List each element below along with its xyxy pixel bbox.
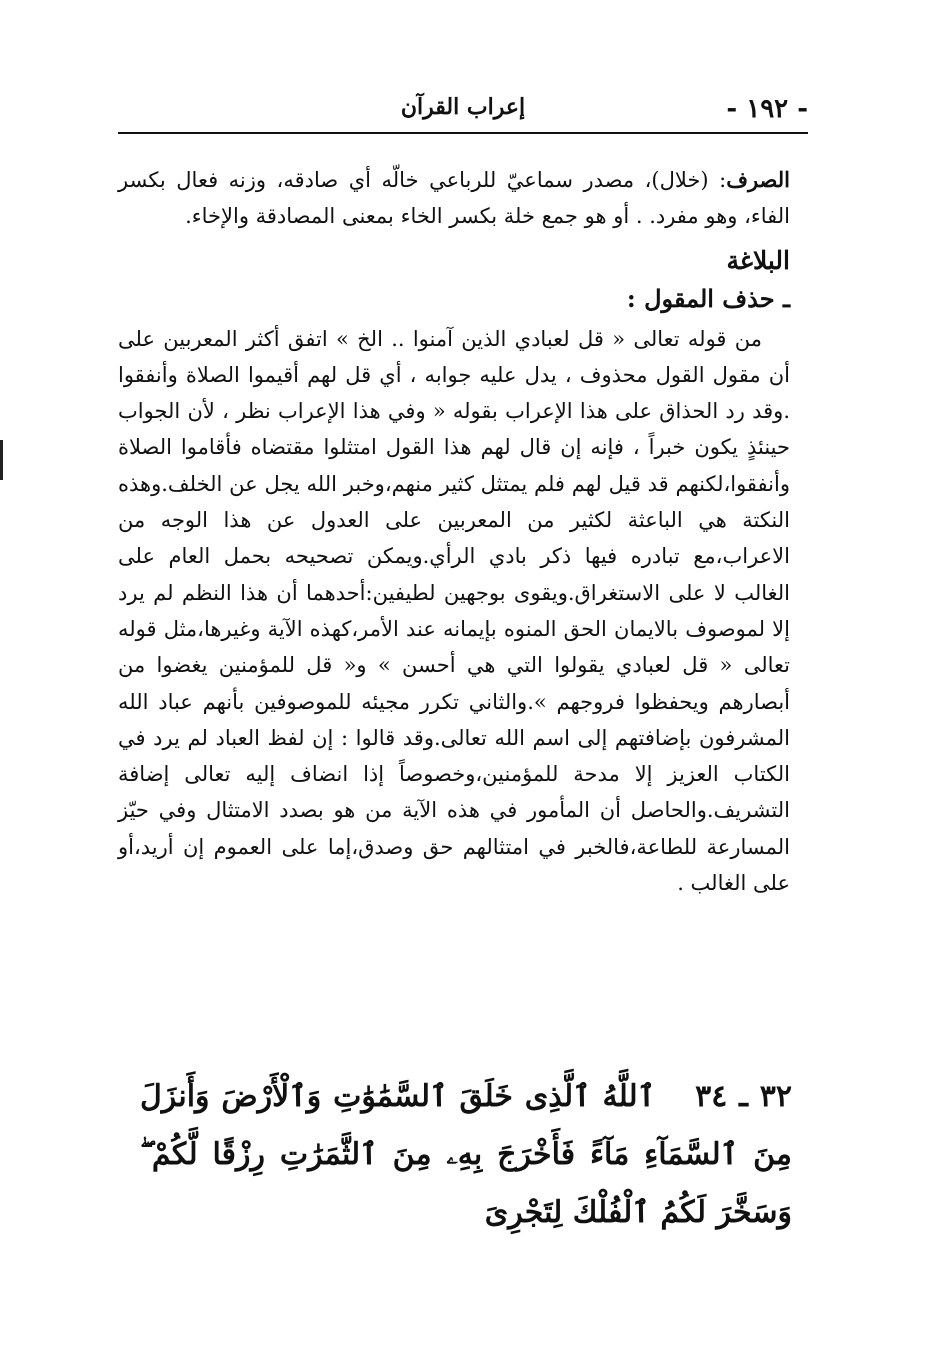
- balagha-heading: البلاغة: [726, 245, 790, 275]
- sarf-label: الصرف: [726, 167, 790, 192]
- scan-edge-mark: [0, 440, 3, 480]
- main-text: [118, 162, 790, 901]
- verse-number: ٣٢ ـ ٣٤: [695, 1079, 792, 1114]
- quran-verse: [140, 1068, 792, 1242]
- balagha-paragraph: من قوله تعالى « قل لعبادي الذين آمنوا .. الخ » اتفق أكثر المعربين على أن مقول القول محذوف ، يدل عليه جوابه ، أي قل لهم أقيموا الصلاة وأنفقوا .وقد رد الحذاق على هذا الإعراب بقوله « وفي هذا الإعراب نظر ، لأن الجواب حينئذٍ يكون خبراً ، فإنه إن قال لهم هذا القول امتثلوا مقتضاه فأقاموا الصلاة وأنفقوا،لكنهم قد قيل لهم فلم يمتثل كثير منهم،وخبر الله يجل عن الخلف.وهذه النكتة هي الباعثة لكثير من المعربين على العدول عن هذا الوجه من الاعراب،مع تبادره فيها ذكر بادي الرأي.ويمكن تصحيحه بحمل العام على الغالب لا على الاستغراق.ويقوى بوجهين لطيفين:أحدهما أن هذا النظم لم يرد إلا لموصوف بالايمان الحق المنوه بإيمانه عند الأمر،كهذه الآية وغيرها،مثل قوله تعالى « قل لعبادي يقولوا التي هي أحسن » و« قل للمؤمنين يغضوا من أبصارهم ويحفظوا فروجهم ».والثاني تكرر مجيئه للموصوفين بأنهم عباد الله المشرفون بإضافتهم إلى اسم الله تعالى.وقد قالوا : إن لفظ العباد لم يرد في الكتاب العزيز إلا مدحة للمؤمنين،وخصوصاً إذا انضاف إليه تعالى إضافة التشريف.والحاصل أن المأمور في هذه الآية من هو بصدد الامتثال وفي حيّز المسارعة للطاعة،فالخبر في امتثالهم حق وصدق،إما على العموم إن أريد،أو على الغالب .: [118, 326, 790, 896]
- running-title: إعراب القرآن: [400, 94, 526, 120]
- balagha-subheading: ـ حذف المقول :: [626, 283, 790, 313]
- sarf-text: : (خلال)، مصدر سماعيّ للرباعي خالّه أي صادقه، وزنه فعال بكسر الفاء، وهو مفرد. . أو هو جمع خلة بكسر الخاء بمعنى المصادقة والإخاء.: [118, 168, 790, 229]
- verse-text: ٱللَّهُ ٱلَّذِى خَلَقَ ٱلسَّمَٰوَٰتِ وَٱلْأَرْضَ وَأَنزَلَ مِنَ ٱلسَّمَآءِ مَآءً فَأَخْرَجَ بِهِۦ مِنَ ٱلثَّمَرَٰتِ رِزْقًا لَّكُمْ ۖ وَسَخَّرَ لَكُمُ ٱلْفُلْكَ لِتَجْرِىَ: [140, 1079, 792, 1230]
- page-number: - ١٩٢ -: [726, 94, 808, 124]
- page-header: [118, 88, 808, 134]
- sarf-paragraph: [118, 162, 790, 235]
